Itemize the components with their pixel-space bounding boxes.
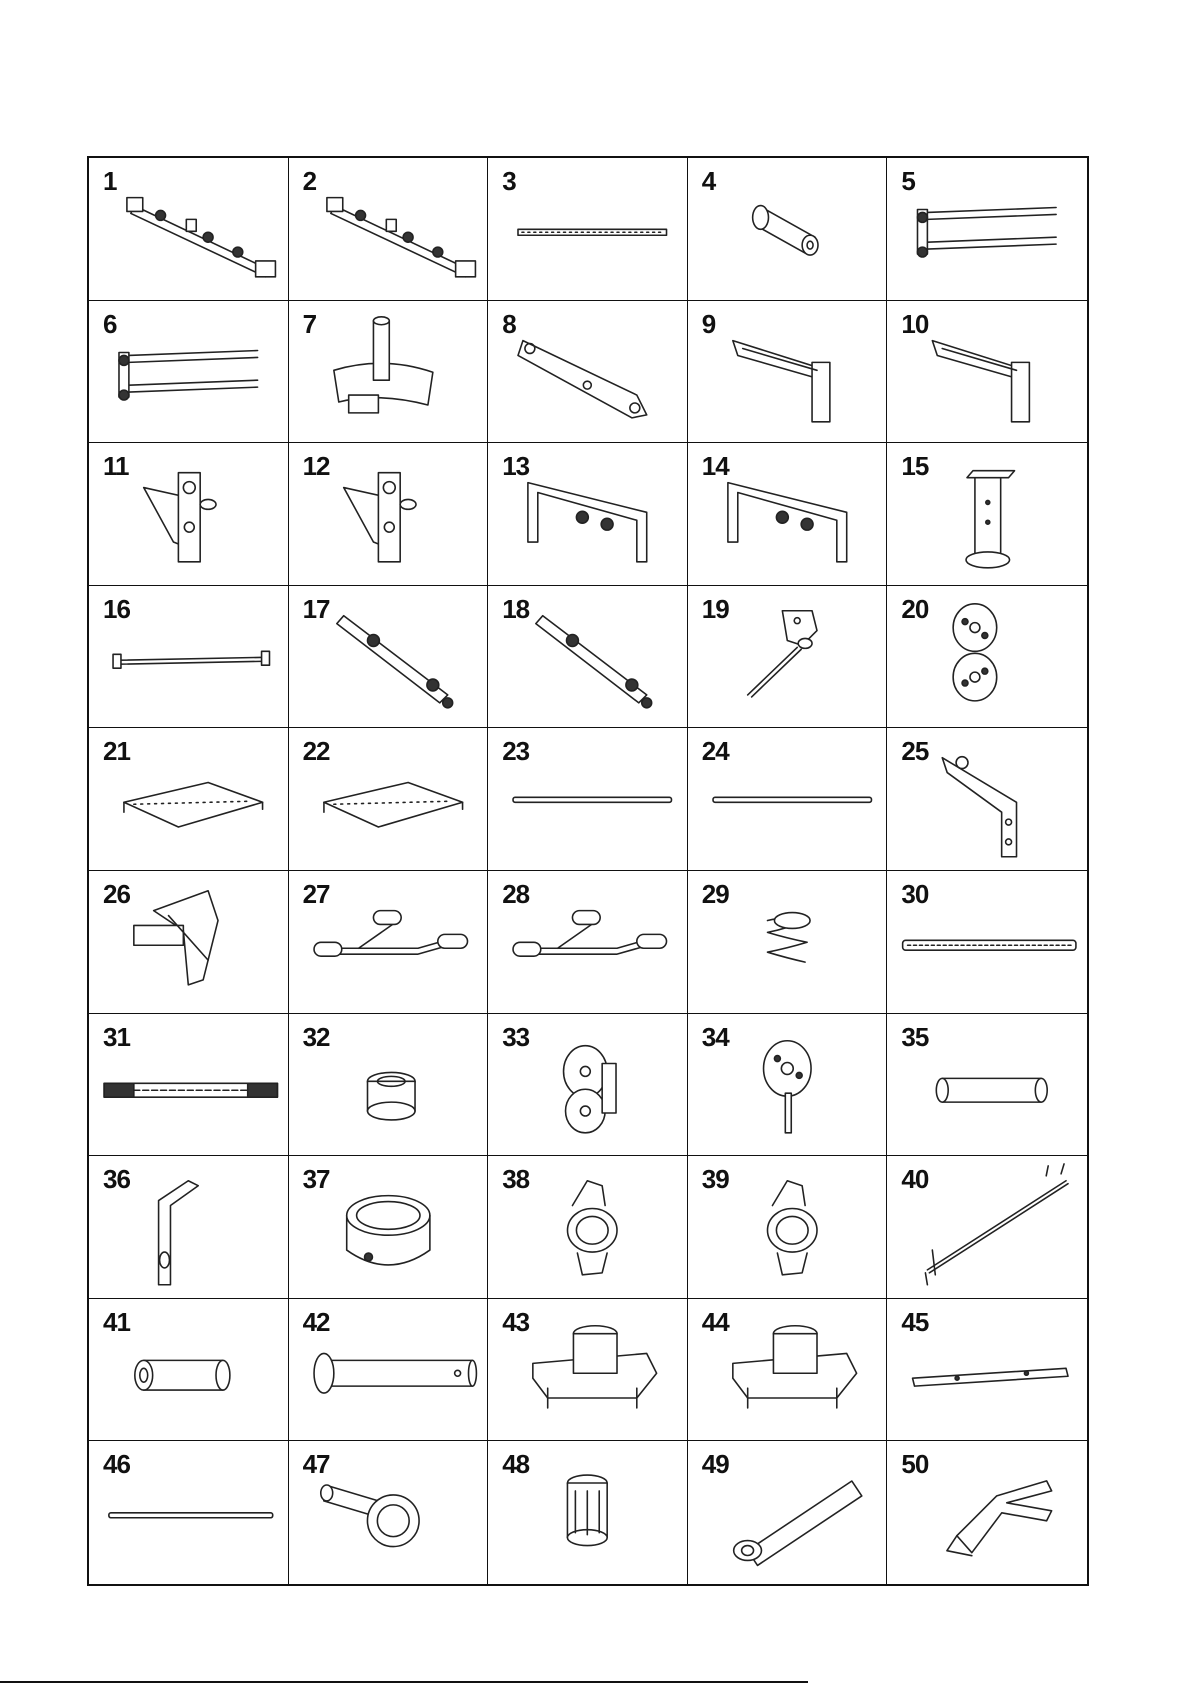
- part-number: 3: [502, 166, 516, 196]
- part-number: 6: [103, 308, 117, 339]
- part-number: 27: [302, 879, 330, 909]
- part-cell: [887, 301, 1087, 444]
- part-number: 29: [701, 879, 729, 909]
- part-number: 28: [502, 879, 530, 909]
- part-number: 45: [901, 1306, 929, 1337]
- part-cell: [887, 871, 1087, 1014]
- part-number: 2: [302, 166, 317, 196]
- part-cell: [688, 443, 888, 586]
- part-number: 40: [901, 1164, 929, 1195]
- part-number: 5: [901, 166, 915, 196]
- part-cell: [688, 158, 888, 301]
- part-cell: [289, 443, 489, 586]
- part-cell: [688, 1156, 888, 1299]
- part-number: 49: [701, 1449, 729, 1480]
- part-number: 14: [701, 451, 729, 482]
- part-number: 46: [103, 1449, 130, 1480]
- part-number: 32: [302, 1021, 330, 1052]
- part-number: 8: [502, 308, 516, 339]
- part-number: 50: [901, 1449, 929, 1480]
- part-cell: [688, 1299, 888, 1442]
- part-number: 44: [701, 1306, 729, 1337]
- part-cell: [89, 1441, 289, 1584]
- footer-rule: [0, 1681, 808, 1683]
- part-number: 41: [103, 1306, 130, 1337]
- part-cell: [488, 1441, 688, 1584]
- part-number: 38: [502, 1164, 530, 1195]
- part-cell: [887, 443, 1087, 586]
- part-number: 26: [103, 879, 130, 909]
- part-cell: [688, 586, 888, 729]
- part-cell: [488, 728, 688, 871]
- part-cell: [488, 158, 688, 301]
- part-cell: [688, 1014, 888, 1157]
- part-number: 48: [502, 1449, 530, 1480]
- part-number: 36: [103, 1164, 130, 1195]
- part-number: 24: [701, 736, 729, 767]
- part-number: 11: [103, 451, 129, 482]
- part-number: 10: [901, 308, 929, 339]
- part-number: 4: [701, 166, 716, 196]
- part-cell: [289, 871, 489, 1014]
- part-cell: [488, 1014, 688, 1157]
- part-number: 13: [502, 451, 530, 482]
- part-cell: [89, 871, 289, 1014]
- flat-link-plate-icon: [488, 301, 687, 443]
- part-cell: [887, 1299, 1087, 1442]
- part-cell: [488, 301, 688, 444]
- part-number: 25: [901, 736, 929, 767]
- part-cell: [89, 1299, 289, 1442]
- part-cell: [688, 871, 888, 1014]
- parts-grid: [87, 156, 1089, 1586]
- part-cell: [89, 443, 289, 586]
- flat-rail-icon: [488, 158, 687, 300]
- part-number: 23: [502, 736, 530, 767]
- part-cell: [289, 728, 489, 871]
- part-number: 18: [502, 593, 530, 624]
- part-cell: [89, 1156, 289, 1299]
- part-number: 47: [302, 1449, 330, 1480]
- part-number: 17: [302, 593, 330, 624]
- part-number: 31: [103, 1021, 130, 1052]
- part-number: 42: [302, 1306, 330, 1337]
- part-cell: [488, 443, 688, 586]
- part-cell: [89, 1014, 289, 1157]
- part-number: 12: [302, 451, 330, 482]
- part-cell: [289, 158, 489, 301]
- part-number: 19: [701, 593, 729, 624]
- parallel-frame-icon: [887, 158, 1087, 300]
- part-number: 16: [103, 593, 130, 624]
- part-cell: [887, 728, 1087, 871]
- long-bar-with-brackets-icon: [289, 158, 488, 300]
- part-cell: [488, 1299, 688, 1442]
- bushing-tube-icon: [688, 158, 887, 300]
- part-cell: [887, 1441, 1087, 1584]
- part-cell: [289, 586, 489, 729]
- part-number: 1: [103, 166, 117, 196]
- part-cell: [289, 1441, 489, 1584]
- part-cell: [688, 301, 888, 444]
- part-cell: [289, 301, 489, 444]
- part-number: 9: [701, 308, 716, 339]
- part-number: 21: [103, 736, 130, 767]
- part-number: 35: [901, 1021, 929, 1052]
- part-cell: [89, 158, 289, 301]
- angled-bracket-frame-icon: [688, 301, 887, 443]
- part-number: 43: [502, 1306, 530, 1337]
- part-cell: [887, 1156, 1087, 1299]
- part-cell: [688, 728, 888, 871]
- part-number: 22: [302, 736, 330, 767]
- part-number: 37: [302, 1164, 330, 1195]
- part-cell: [89, 728, 289, 871]
- part-cell: [89, 586, 289, 729]
- seat-post-clamp-icon: [289, 301, 488, 443]
- part-cell: [887, 158, 1087, 301]
- part-cell: [289, 1014, 489, 1157]
- part-number: 39: [701, 1164, 729, 1195]
- part-cell: [289, 1156, 489, 1299]
- part-number: 20: [901, 593, 929, 624]
- part-number: 30: [901, 879, 929, 909]
- parallel-frame-icon: [89, 301, 288, 443]
- part-number: 15: [901, 451, 929, 482]
- part-number: 33: [502, 1021, 530, 1052]
- part-number: 34: [701, 1021, 729, 1052]
- part-cell: [488, 586, 688, 729]
- part-cell: [289, 1299, 489, 1442]
- part-cell: [887, 586, 1087, 729]
- part-cell: [488, 1156, 688, 1299]
- part-number: 7: [302, 308, 317, 339]
- part-cell: [488, 871, 688, 1014]
- part-cell: [887, 1014, 1087, 1157]
- part-cell: [89, 301, 289, 444]
- long-bar-with-brackets-icon: [89, 158, 288, 300]
- part-cell: [688, 1441, 888, 1584]
